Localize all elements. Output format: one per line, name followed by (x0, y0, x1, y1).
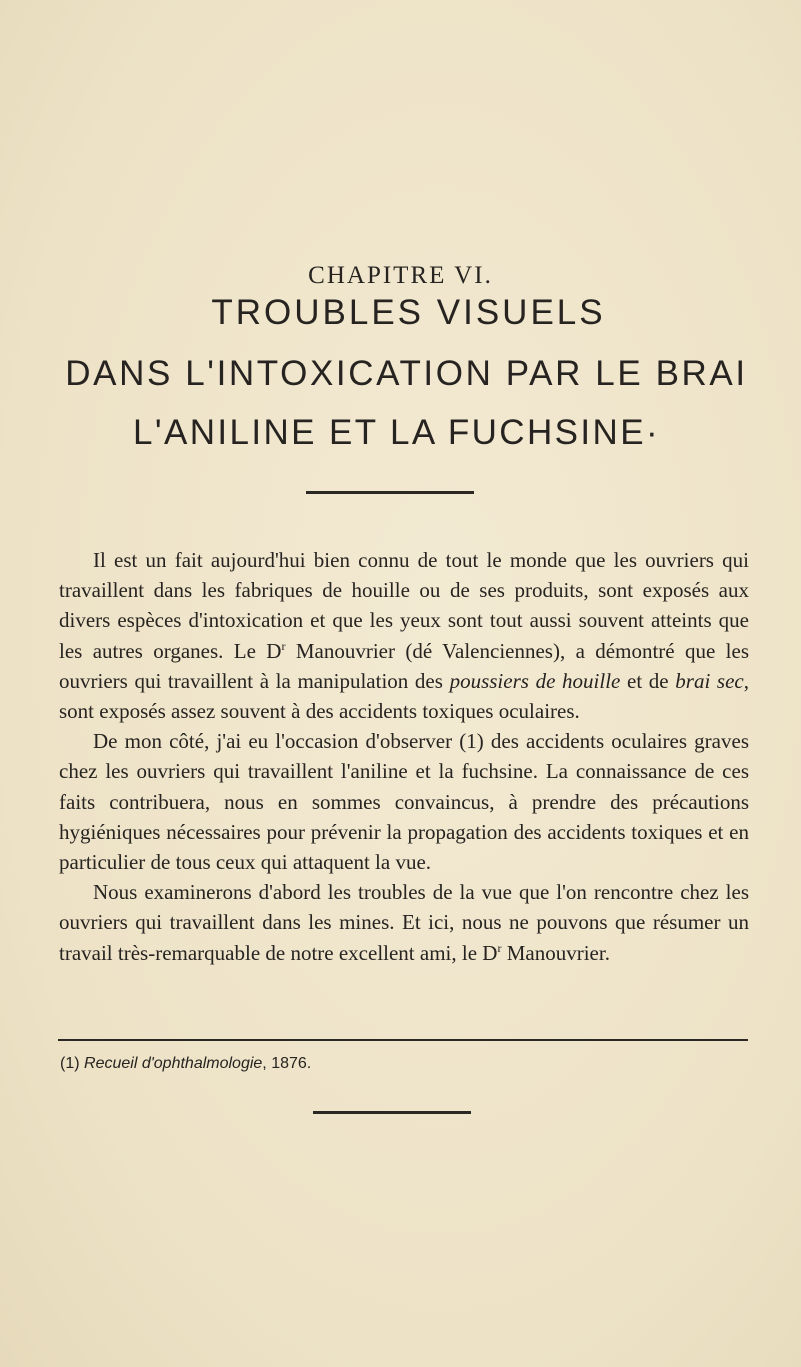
p1-text-d: , sont exposés assez souvent à des accidents toxiques oculaires. (59, 668, 749, 724)
end-divider (313, 1111, 471, 1114)
p1-text-a: Il est un fait aujourd'hui bien connu de tout le monde que les ouvriers qui travaillent dans les fabriques de houille ou de ses produits, sont exposés aux divers espèces d'intoxication et que les yeux sont tout aussi souvent atteints que les autres organes. Le D (59, 548, 749, 663)
footnote-marker: (1) (60, 1055, 80, 1072)
title-line-1: TROUBLES VISUELS (211, 293, 606, 332)
p1-text-b: Manouvrier (dé Valenciennes), a démontré que les ouvriers qui travaillent à la manipulation des (59, 638, 749, 693)
p1-text-c: et de (620, 668, 676, 693)
p1-italic-poussiers: poussiers de houille (449, 668, 621, 693)
paragraph-3 (59, 877, 749, 968)
body-text (59, 545, 749, 968)
title-line-3: L'ANILINE ET LA FUCHSINE· (133, 413, 660, 452)
p3-text-a: Nous examinerons d'abord les troubles de la vue que l'on rencontre chez les ouvriers qui travaillent dans les mines. Et ici, nous ne pouvons que résumer un travail très-remarquable de notre excellent ami, le D (59, 880, 749, 965)
footnote-source: Recueil d'ophthalmologie (84, 1055, 263, 1072)
p1-italic-brai: brai sec (675, 668, 744, 693)
chapter-heading: CHAPITRE VI. (308, 262, 493, 289)
p3-text-b: Manouvrier. (501, 940, 610, 965)
p1-superscript: r (281, 638, 286, 653)
title-line-2: DANS L'INTOXICATION PAR LE BRAI (65, 354, 748, 393)
p3-superscript: r (497, 940, 502, 955)
footnote (60, 1055, 311, 1073)
paragraph-1 (59, 545, 749, 726)
title-divider (306, 491, 474, 494)
paragraph-2: De mon côté, j'ai eu l'occasion d'observer (1) des accidents oculaires graves chez les ouvriers qui travaillent l'aniline et la fuchsine. La connaissance de ces faits contribuera, nous en sommes convaincus, à prendre des précautions hygiéniques nécessaires pour prévenir la propagation des accidents toxiques et en particulier de tous ceux qui attaquent la vue. (59, 729, 749, 875)
footnote-year: , 1876. (262, 1055, 312, 1072)
footnote-divider (58, 1039, 748, 1041)
